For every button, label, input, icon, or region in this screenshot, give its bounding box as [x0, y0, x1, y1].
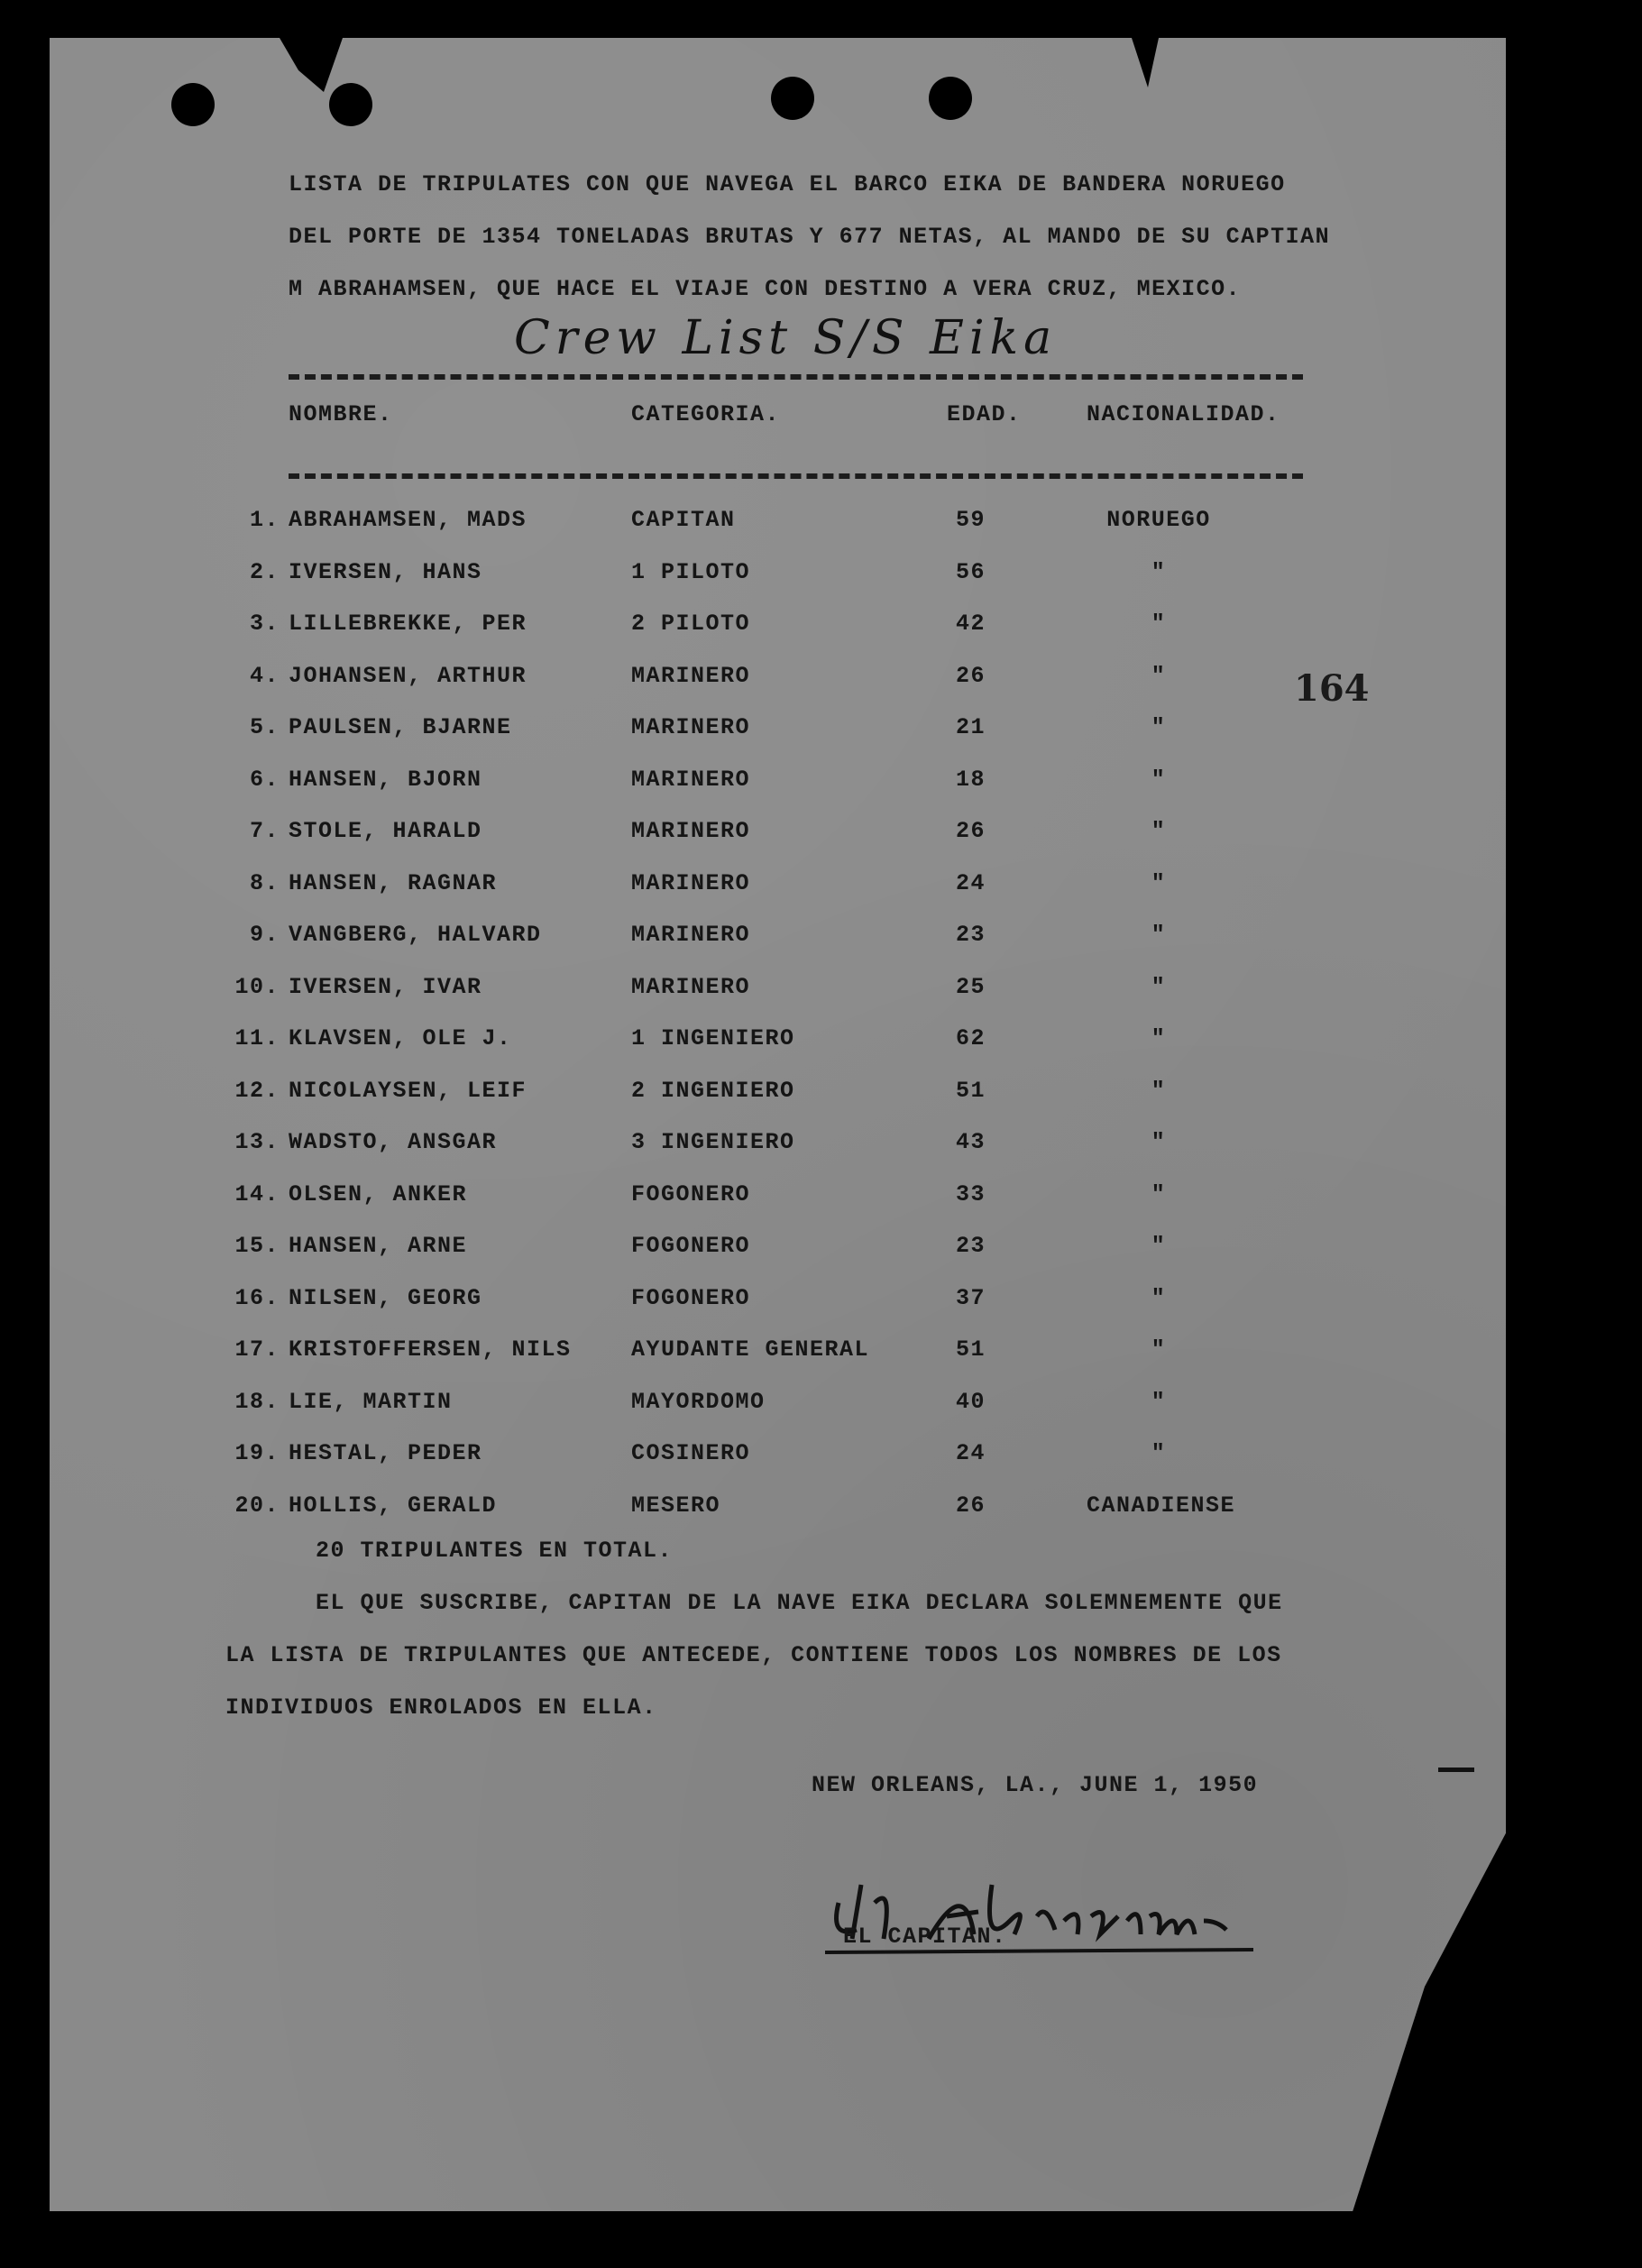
crew-category: COSINERO: [631, 1440, 751, 1466]
row-number: 5.: [249, 714, 280, 740]
row-number: 17.: [234, 1336, 280, 1363]
row-number: 16.: [234, 1284, 280, 1311]
crew-nationality: ": [1151, 1129, 1167, 1155]
crew-category: MARINERO: [631, 922, 751, 948]
crew-nationality: ": [1151, 558, 1167, 585]
crew-age: 51: [956, 1077, 986, 1104]
crew-category: FOGONERO: [631, 1284, 751, 1311]
crew-name: KRISTOFFERSEN, NILS: [289, 1336, 572, 1363]
crew-age: 62: [956, 1025, 986, 1051]
crew-age: 23: [956, 1233, 986, 1259]
crew-category: 2 PILOTO: [631, 611, 751, 637]
table-row: [0, 1233, 1642, 1269]
crew-category: MARINERO: [631, 973, 751, 1000]
table-row: [0, 1285, 1642, 1321]
row-number: 8.: [249, 869, 280, 896]
crew-age: 26: [956, 662, 986, 689]
crew-total: 20 TRIPULANTES EN TOTAL.: [316, 1538, 674, 1564]
crew-category: FOGONERO: [631, 1180, 751, 1207]
crew-nationality: CANADIENSE: [1087, 1492, 1236, 1519]
crew-category: MESERO: [631, 1492, 721, 1519]
crew-name: HOLLIS, GERALD: [289, 1492, 498, 1519]
table-row: [0, 1025, 1642, 1061]
crew-name: NICOLAYSEN, LEIF: [289, 1077, 527, 1104]
crew-age: 43: [956, 1129, 986, 1155]
crew-category: MARINERO: [631, 714, 751, 740]
declaration-line-2: LA LISTA DE TRIPULANTES QUE ANTECEDE, CONTIENE TODOS LOS NOMBRES DE LOS: [225, 1642, 1282, 1668]
crew-age: 26: [956, 818, 986, 844]
crew-name: JOHANSEN, ARTHUR: [289, 662, 527, 689]
crew-name: VANGBERG, HALVARD: [289, 922, 542, 948]
crew-name: ABRAHAMSEN, MADS: [289, 507, 527, 533]
row-number: 10.: [234, 973, 280, 1000]
crew-age: 26: [956, 1492, 986, 1519]
table-row: [0, 818, 1642, 854]
row-number: 7.: [249, 818, 280, 844]
table-row: [0, 1336, 1642, 1373]
crew-category: MARINERO: [631, 766, 751, 793]
table-row: [0, 974, 1642, 1010]
crew-age: 24: [956, 1440, 986, 1466]
crew-category: 3 INGENIERO: [631, 1129, 795, 1155]
table-row: [0, 559, 1642, 595]
crew-nationality: ": [1151, 662, 1167, 689]
crew-age: 25: [956, 973, 986, 1000]
captain-title: EL CAPITAN.: [843, 1924, 1007, 1950]
crew-nationality: ": [1151, 973, 1167, 1000]
crew-nationality: ": [1151, 1388, 1167, 1415]
crew-nationality: ": [1151, 714, 1167, 740]
table-row: [0, 663, 1642, 699]
crew-name: HANSEN, ARNE: [289, 1233, 468, 1259]
crew-age: 23: [956, 922, 986, 948]
crew-name: IVERSEN, HANS: [289, 558, 482, 585]
row-number: 9.: [249, 922, 280, 948]
captain-signature: [821, 1867, 1307, 1966]
crew-name: HANSEN, BJORN: [289, 766, 482, 793]
crew-nationality: ": [1151, 869, 1167, 896]
crew-category: FOGONERO: [631, 1233, 751, 1259]
column-header-name: NOMBRE.: [289, 401, 393, 427]
row-number: 15.: [234, 1233, 280, 1259]
crew-nationality: NORUEGO: [1106, 507, 1211, 533]
crew-nationality: ": [1151, 611, 1167, 637]
table-row: [0, 1440, 1642, 1476]
dashed-rule: [289, 374, 1303, 380]
crew-name: HANSEN, RAGNAR: [289, 869, 498, 896]
row-number: 4.: [249, 662, 280, 689]
crew-nationality: ": [1151, 1077, 1167, 1104]
handwritten-title: Crew List S/S Eika: [514, 311, 1058, 365]
crew-age: 40: [956, 1388, 986, 1415]
row-number: 2.: [249, 558, 280, 585]
row-number: 18.: [234, 1388, 280, 1415]
row-number: 12.: [234, 1077, 280, 1104]
crew-category: 1 INGENIERO: [631, 1025, 795, 1051]
row-number: 19.: [234, 1440, 280, 1466]
declaration-line-1: EL QUE SUSCRIBE, CAPITAN DE LA NAVE EIKA DECLARA SOLEMNEMENTE QUE: [316, 1590, 1283, 1616]
crew-name: KLAVSEN, OLE J.: [289, 1025, 512, 1051]
table-row: [0, 1129, 1642, 1165]
table-row: [0, 870, 1642, 906]
crew-nationality: ": [1151, 1025, 1167, 1051]
row-number: 20.: [234, 1492, 280, 1519]
crew-nationality: ": [1151, 818, 1167, 844]
row-number: 1.: [249, 507, 280, 533]
crew-age: 21: [956, 714, 986, 740]
punch-hole: [771, 77, 814, 120]
table-row: [0, 1181, 1642, 1217]
punch-hole: [329, 83, 372, 126]
crew-nationality: ": [1151, 1336, 1167, 1363]
crew-category: CAPITAN: [631, 507, 736, 533]
column-header-age: EDAD.: [947, 401, 1022, 427]
crew-category: MARINERO: [631, 869, 751, 896]
table-row: [0, 1078, 1642, 1114]
declaration-line-3: INDIVIDUOS ENROLADOS EN ELLA.: [225, 1694, 657, 1721]
crew-category: MAYORDOMO: [631, 1388, 766, 1415]
column-header-category: CATEGORIA.: [631, 401, 781, 427]
crew-age: 37: [956, 1284, 986, 1311]
crew-category: 1 PILOTO: [631, 558, 751, 585]
punch-hole: [171, 83, 215, 126]
row-number: 11.: [234, 1025, 280, 1051]
crew-name: IVERSEN, IVAR: [289, 973, 482, 1000]
crew-age: 59: [956, 507, 986, 533]
header-line-3: M ABRAHAMSEN, QUE HACE EL VIAJE CON DESTINO A VERA CRUZ, MEXICO.: [289, 276, 1242, 302]
punch-hole: [929, 77, 972, 120]
crew-category: 2 INGENIERO: [631, 1077, 795, 1104]
crew-category: AYUDANTE GENERAL: [631, 1336, 870, 1363]
crew-category: MARINERO: [631, 662, 751, 689]
crew-name: OLSEN, ANKER: [289, 1180, 468, 1207]
table-row: [0, 922, 1642, 958]
crew-nationality: ": [1151, 766, 1167, 793]
crew-nationality: ": [1151, 1233, 1167, 1259]
crew-age: 24: [956, 869, 986, 896]
crew-age: 56: [956, 558, 986, 585]
table-row: [0, 1492, 1642, 1529]
crew-age: 42: [956, 611, 986, 637]
row-number: 14.: [234, 1180, 280, 1207]
crew-nationality: ": [1151, 1440, 1167, 1466]
crew-age: 33: [956, 1180, 986, 1207]
crew-category: MARINERO: [631, 818, 751, 844]
table-row: [0, 611, 1642, 647]
page-number: 164: [1294, 667, 1370, 710]
table-row: [0, 1389, 1642, 1425]
crew-age: 51: [956, 1336, 986, 1363]
crew-name: WADSTO, ANSGAR: [289, 1129, 498, 1155]
header-line-2: DEL PORTE DE 1354 TONELADAS BRUTAS Y 677 NETAS, AL MANDO DE SU CAPTIAN: [289, 224, 1331, 250]
place-and-date: NEW ORLEANS, LA., JUNE 1, 1950: [812, 1772, 1259, 1798]
ink-mark: [1438, 1768, 1474, 1772]
header-line-1: LISTA DE TRIPULATES CON QUE NAVEGA EL BARCO EIKA DE BANDERA NORUEGO: [289, 171, 1286, 197]
dashed-rule: [289, 473, 1303, 479]
row-number: 13.: [234, 1129, 280, 1155]
crew-name: PAULSEN, BJARNE: [289, 714, 512, 740]
crew-nationality: ": [1151, 1284, 1167, 1311]
crew-name: LIE, MARTIN: [289, 1388, 453, 1415]
crew-name: STOLE, HARALD: [289, 818, 482, 844]
crew-age: 18: [956, 766, 986, 793]
table-row: [0, 507, 1642, 543]
row-number: 6.: [249, 766, 280, 793]
row-number: 3.: [249, 611, 280, 637]
crew-name: LILLEBREKKE, PER: [289, 611, 527, 637]
column-header-nationality: NACIONALIDAD.: [1087, 401, 1280, 427]
table-row: [0, 767, 1642, 803]
crew-nationality: ": [1151, 1180, 1167, 1207]
crew-nationality: ": [1151, 922, 1167, 948]
crew-name: HESTAL, PEDER: [289, 1440, 482, 1466]
crew-name: NILSEN, GEORG: [289, 1284, 482, 1311]
table-row: [0, 714, 1642, 750]
